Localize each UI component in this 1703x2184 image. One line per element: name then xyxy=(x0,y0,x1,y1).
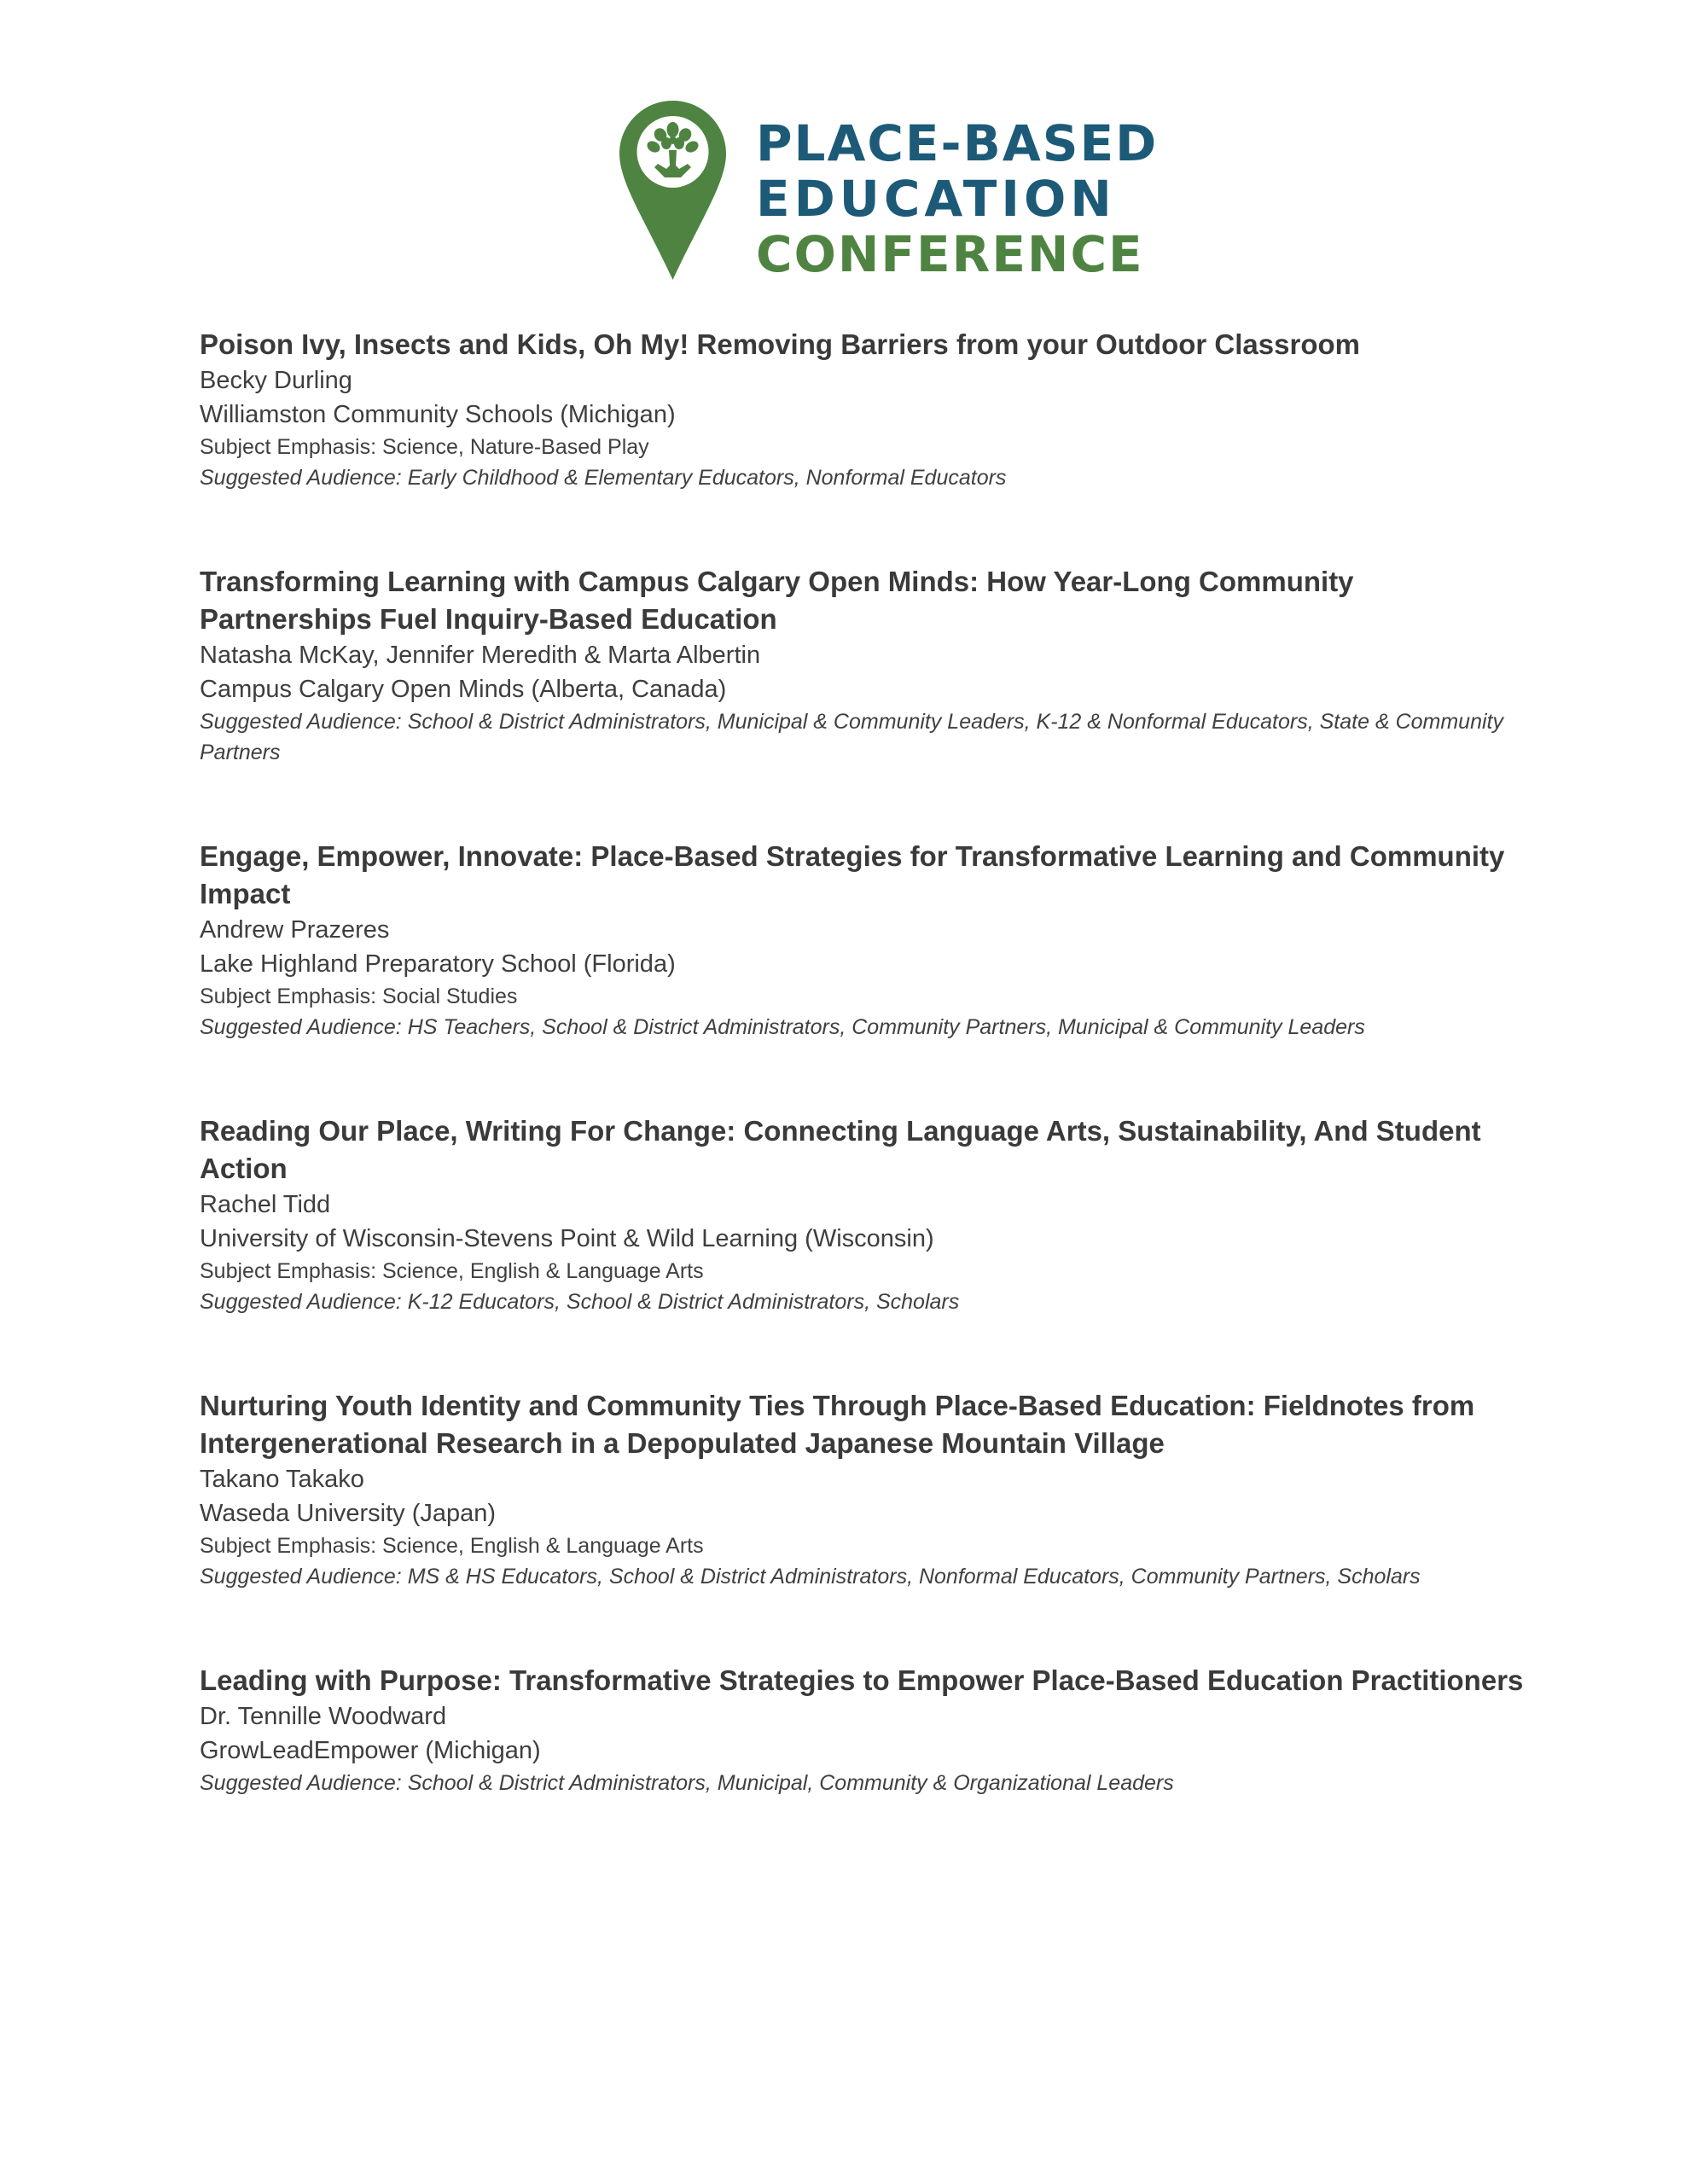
session-presenters: Natasha McKay, Jennifer Meredith & Marta Albertin xyxy=(200,642,761,669)
session-audience: Suggested Audience: School & District Administrators, Municipal & Community Leaders, K-12 & Nonformal Educators, State & Community Partners xyxy=(200,710,1503,764)
session-subject: Subject Emphasis: Science, English & Language Arts xyxy=(200,1259,704,1283)
session-title: Leading with Purpose: Transformative Strategies to Empower Place-Based Education Practitioners xyxy=(200,1664,1524,1696)
session-subject: Subject Emphasis: Science, English & Language Arts xyxy=(200,1534,704,1558)
session-organization: Williamston Community Schools (Michigan) xyxy=(200,401,676,428)
session-item xyxy=(200,1112,1531,1317)
session-title: Poison Ivy, Insects and Kids, Oh My! Removing Barriers from your Outdoor Classroom xyxy=(200,328,1360,360)
session-presenters: Dr. Tennille Woodward xyxy=(200,1703,447,1730)
session-item xyxy=(200,1387,1531,1592)
session-presenters: Takano Takako xyxy=(200,1466,364,1493)
session-title: Reading Our Place, Writing For Change: Connecting Language Arts, Sustainability, And Student Action xyxy=(200,1115,1481,1184)
logo-text-line-2: EDUCATION xyxy=(756,170,1116,228)
session-organization: University of Wisconsin-Stevens Point & Wild Learning (Wisconsin) xyxy=(200,1225,934,1252)
session-audience: Suggested Audience: School & District Administrators, Municipal, Community & Organizational Leaders xyxy=(200,1771,1174,1795)
session-item xyxy=(200,1662,1531,1798)
session-organization: Lake Highland Preparatory School (Florida) xyxy=(200,950,676,978)
session-audience: Suggested Audience: MS & HS Educators, School & District Administrators, Nonformal Educators, Community Partners, Scholars xyxy=(200,1565,1421,1589)
session-title: Nurturing Youth Identity and Community Ties Through Place-Based Education: Fieldnotes from Intergenerational Research in a Depopulated Japanese Mountain Village xyxy=(200,1390,1475,1459)
session-presenters: Andrew Prazeres xyxy=(200,916,390,944)
session-item xyxy=(200,563,1531,768)
session-subject: Subject Emphasis: Social Studies xyxy=(200,985,518,1008)
map-pin-tree-icon xyxy=(619,101,726,280)
session-audience: Suggested Audience: Early Childhood & Elementary Educators, Nonformal Educators xyxy=(200,466,1007,490)
session-audience: Suggested Audience: HS Teachers, School & District Administrators, Community Partners, Municipal & Community Leaders xyxy=(200,1015,1365,1039)
session-subject: Subject Emphasis: Science, Nature-Based Play xyxy=(200,435,649,459)
conference-logo xyxy=(619,101,1159,288)
session-title: Engage, Empower, Innovate: Place-Based Strategies for Transformative Learning and Community Impact xyxy=(200,840,1505,909)
session-item xyxy=(200,326,1531,493)
session-organization: Waseda University (Japan) xyxy=(200,1500,497,1527)
session-audience: Suggested Audience: K-12 Educators, School & District Administrators, Scholars xyxy=(200,1290,960,1314)
session-list xyxy=(200,326,1531,1868)
session-item xyxy=(200,838,1531,1043)
session-presenters: Becky Durling xyxy=(200,367,352,394)
session-organization: Campus Calgary Open Minds (Alberta, Canada) xyxy=(200,676,727,703)
logo-text-line-1: PLACE-BASED xyxy=(756,114,1159,172)
logo-text-line-3: CONFERENCE xyxy=(756,225,1144,283)
session-presenters: Rachel Tidd xyxy=(200,1191,331,1218)
session-title: Transforming Learning with Campus Calgary Open Minds: How Year-Long Community Partnerships Fuel Inquiry-Based Education xyxy=(200,566,1354,635)
session-organization: GrowLeadEmpower (Michigan) xyxy=(200,1737,541,1764)
